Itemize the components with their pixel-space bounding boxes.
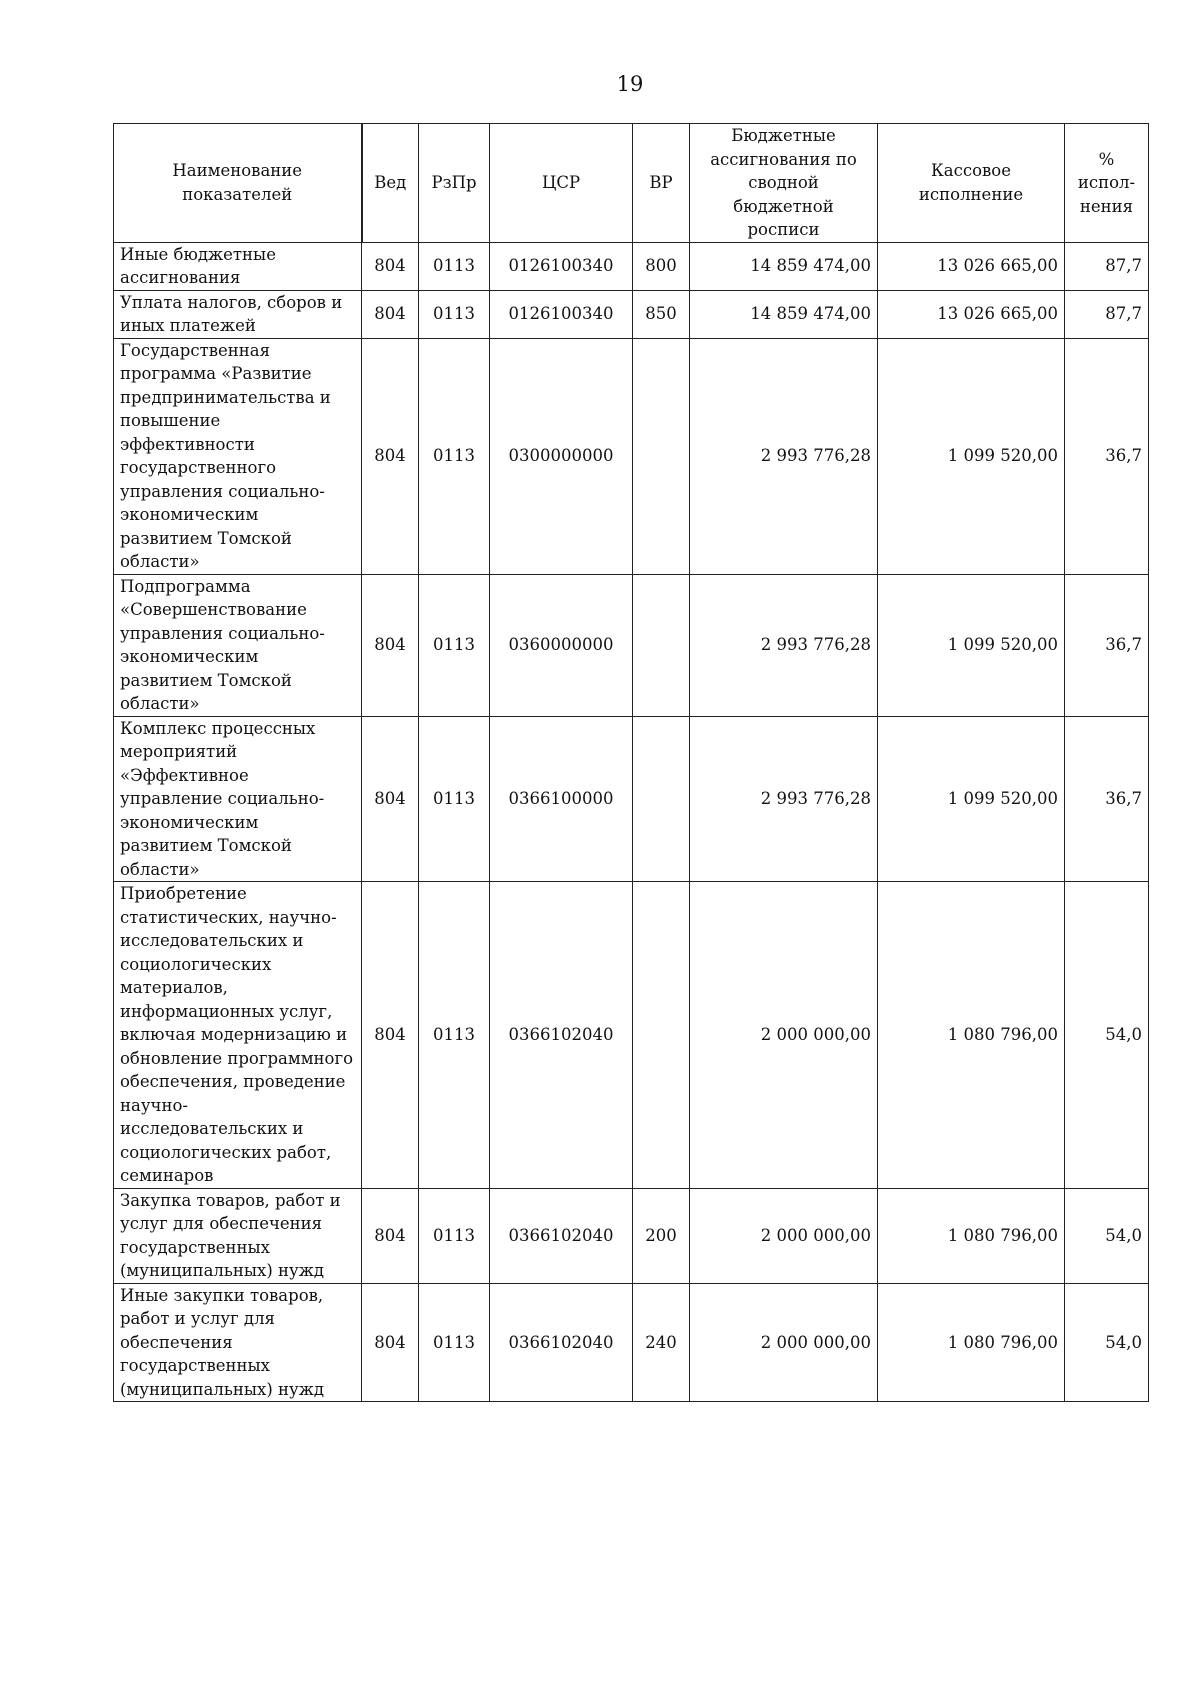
cell-ved: 804 [362, 1188, 419, 1283]
header-budget: Бюджетные ассигнования по сводной бюджетной росписи [690, 124, 878, 243]
cell-kass: 1 080 796,00 [878, 1188, 1065, 1283]
cell-pct: 36,7 [1065, 716, 1149, 882]
cell-name: Закупка товаров, работ и услуг для обеспечения государственных (муниципальных) нужд [114, 1188, 362, 1283]
cell-csr: 0366100000 [490, 716, 633, 882]
cell-name: Иные закупки товаров, работ и услуг для обеспечения государственных (муниципальных) нужд [114, 1283, 362, 1402]
cell-kass: 1 099 520,00 [878, 716, 1065, 882]
cell-ved: 804 [362, 290, 419, 338]
cell-pct: 87,7 [1065, 242, 1149, 290]
cell-rzpr: 0113 [419, 338, 490, 574]
cell-vr [633, 338, 690, 574]
cell-ved: 804 [362, 242, 419, 290]
header-ved: Вед [362, 124, 419, 243]
table-row [114, 716, 1149, 882]
cell-budget: 2 000 000,00 [690, 1283, 878, 1402]
page-number: 19 [616, 72, 644, 96]
cell-csr: 0360000000 [490, 574, 633, 716]
budget-execution-table [113, 123, 1149, 1402]
cell-vr: 850 [633, 290, 690, 338]
cell-budget: 2 993 776,28 [690, 716, 878, 882]
cell-ved: 804 [362, 338, 419, 574]
header-row [114, 124, 1149, 243]
cell-budget: 2 000 000,00 [690, 1188, 878, 1283]
cell-csr: 0300000000 [490, 338, 633, 574]
cell-pct: 54,0 [1065, 1188, 1149, 1283]
header-name: Наименование показателей [114, 124, 362, 243]
cell-rzpr: 0113 [419, 242, 490, 290]
cell-name: Государственная программа «Развитие предпринимательства и повышение эффективности государственного управления социально-экономическим развитием Томской области» [114, 338, 362, 574]
table-row [114, 882, 1149, 1189]
cell-budget: 14 859 474,00 [690, 242, 878, 290]
table-row [114, 338, 1149, 574]
cell-ved: 804 [362, 716, 419, 882]
cell-ved: 804 [362, 574, 419, 716]
cell-vr: 200 [633, 1188, 690, 1283]
cell-name: Подпрограмма «Совершенствование управления социально-экономическим развитием Томской области» [114, 574, 362, 716]
cell-kass: 1 099 520,00 [878, 338, 1065, 574]
cell-pct: 54,0 [1065, 1283, 1149, 1402]
cell-kass: 13 026 665,00 [878, 242, 1065, 290]
cell-budget: 2 993 776,28 [690, 338, 878, 574]
cell-budget: 2 000 000,00 [690, 882, 878, 1189]
cell-pct: 87,7 [1065, 290, 1149, 338]
cell-rzpr: 0113 [419, 716, 490, 882]
cell-vr: 800 [633, 242, 690, 290]
cell-vr [633, 716, 690, 882]
cell-budget: 14 859 474,00 [690, 290, 878, 338]
table-row [114, 290, 1149, 338]
cell-rzpr: 0113 [419, 1188, 490, 1283]
cell-vr [633, 574, 690, 716]
cell-pct: 36,7 [1065, 574, 1149, 716]
cell-csr: 0126100340 [490, 290, 633, 338]
cell-ved: 804 [362, 1283, 419, 1402]
table-row [114, 1283, 1149, 1402]
cell-kass: 1 080 796,00 [878, 1283, 1065, 1402]
cell-kass: 1 099 520,00 [878, 574, 1065, 716]
cell-rzpr: 0113 [419, 882, 490, 1189]
header-pct: % испол-нения [1065, 124, 1149, 243]
header-kass: Кассовое исполнение [878, 124, 1065, 243]
cell-name: Комплекс процессных мероприятий «Эффективное управление социально-экономическим развитием Томской области» [114, 716, 362, 882]
table-row [114, 242, 1149, 290]
cell-pct: 54,0 [1065, 882, 1149, 1189]
cell-csr: 0366102040 [490, 882, 633, 1189]
table-row [114, 1188, 1149, 1283]
cell-name: Приобретение статистических, научно-исследовательских и социологических материалов, информационных услуг, включая модернизацию и обновление программного обеспечения, проведение научно-исследовательских и социологических работ, семинаров [114, 882, 362, 1189]
cell-rzpr: 0113 [419, 290, 490, 338]
cell-budget: 2 993 776,28 [690, 574, 878, 716]
cell-rzpr: 0113 [419, 574, 490, 716]
cell-csr: 0126100340 [490, 242, 633, 290]
header-csr: ЦСР [490, 124, 633, 243]
header-rzpr: РзПр [419, 124, 490, 243]
cell-kass: 1 080 796,00 [878, 882, 1065, 1189]
header-vr: ВР [633, 124, 690, 243]
cell-name: Уплата налогов, сборов и иных платежей [114, 290, 362, 338]
cell-name: Иные бюджетные ассигнования [114, 242, 362, 290]
cell-vr [633, 882, 690, 1189]
cell-csr: 0366102040 [490, 1188, 633, 1283]
cell-rzpr: 0113 [419, 1283, 490, 1402]
cell-pct: 36,7 [1065, 338, 1149, 574]
cell-kass: 13 026 665,00 [878, 290, 1065, 338]
cell-vr: 240 [633, 1283, 690, 1402]
table-row [114, 574, 1149, 716]
cell-ved: 804 [362, 882, 419, 1189]
cell-csr: 0366102040 [490, 1283, 633, 1402]
